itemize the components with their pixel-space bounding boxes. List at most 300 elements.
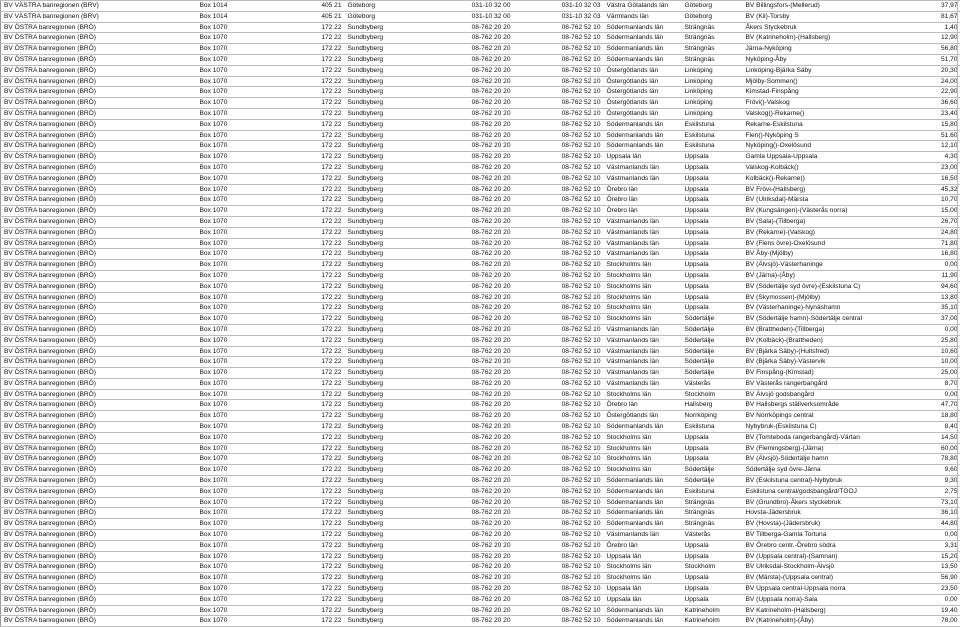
cell-office: Uppsala [682,281,743,292]
cell-city: Sundbyberg [345,616,413,627]
cell-office: Strängnäs [682,508,743,519]
cell-address: Box 1070 [197,130,287,141]
cell-section: BV Örebro centr.-Örebro södra [743,540,907,551]
cell-fax: 08-762 52 10 [514,76,604,87]
cell-office: Katrineholm [682,616,743,627]
cell-office: Södertälje [682,368,743,379]
cell-address: Box 1070 [197,389,287,400]
table-row [1,432,960,443]
cell-fax: 08-762 52 10 [514,227,604,238]
cell-fax: 031-10 32 03 [514,1,604,12]
cell-office: Uppsala [682,594,743,605]
cell-county: Västmanlands län [604,162,682,173]
table-row [1,162,960,173]
table-row [1,454,960,465]
cell-postcode: 172 22 [287,22,345,33]
cell-fax: 031-10 32 03 [514,11,604,22]
cell-section: BV (Älvsjö)-Södertälje hamn [743,454,907,465]
cell-city: Sundbyberg [345,368,413,379]
cell-value: 12,10 [907,141,960,152]
cell-region: BV ÖSTRA banregionen (BRÖ) [1,573,197,584]
cell-phone: 08-762 20 20 [413,22,514,33]
cell-office: Uppsala [682,152,743,163]
cell-office: Uppsala [682,260,743,271]
cell-office: Uppsala [682,551,743,562]
cell-city: Göteborg [345,1,413,12]
cell-value: 0,00 [907,594,960,605]
cell-city: Sundbyberg [345,314,413,325]
cell-city: Sundbyberg [345,173,413,184]
cell-phone: 08-762 20 20 [413,108,514,119]
cell-county: Östergötlands län [604,411,682,422]
cell-address: Box 1070 [197,454,287,465]
table-row [1,1,960,12]
cell-city: Sundbyberg [345,357,413,368]
cell-section: BV Katrineholm-(Hallsberg) [743,605,907,616]
cell-value: 16,80 [907,249,960,260]
cell-fax: 08-762 52 10 [514,605,604,616]
cell-phone: 08-762 20 20 [413,292,514,303]
cell-postcode: 172 22 [287,130,345,141]
cell-city: Sundbyberg [345,454,413,465]
cell-postcode: 172 22 [287,238,345,249]
cell-phone: 08-762 20 20 [413,44,514,55]
cell-address: Box 1070 [197,152,287,163]
cell-office: Västerås [682,530,743,541]
cell-office: Södertälje [682,314,743,325]
cell-phone: 08-762 20 20 [413,65,514,76]
cell-office: Linköping [682,108,743,119]
cell-region: BV ÖSTRA banregionen (BRÖ) [1,162,197,173]
cell-county: Västmanlands län [604,378,682,389]
cell-office: Norrköping [682,411,743,422]
cell-county: Södermanlands län [604,54,682,65]
cell-section: BV Uppsala central-Uppsala norra [743,584,907,595]
cell-postcode: 172 22 [287,378,345,389]
cell-phone: 08-762 20 20 [413,141,514,152]
cell-phone: 08-762 20 20 [413,584,514,595]
cell-address: Box 1070 [197,195,287,206]
cell-fax: 08-762 52 10 [514,465,604,476]
cell-region: BV ÖSTRA banregionen (BRÖ) [1,562,197,573]
cell-value: 15,00 [907,206,960,217]
cell-fax: 08-762 52 10 [514,530,604,541]
table-row [1,584,960,595]
cell-county: Östergötlands län [604,98,682,109]
cell-phone: 08-762 20 20 [413,33,514,44]
cell-office: Strängnäs [682,44,743,55]
cell-postcode: 172 22 [287,173,345,184]
cell-section: BV Norrköpings central [743,411,907,422]
cell-phone: 08-762 20 20 [413,324,514,335]
cell-phone: 08-762 20 20 [413,270,514,281]
cell-fax: 08-762 52 10 [514,249,604,260]
cell-county: Södermanlands län [604,476,682,487]
cell-address: Box 1070 [197,227,287,238]
cell-section: BV (Katrineholm)-(Hallsberg) [743,33,907,44]
cell-section: BV (Kungsängen)-(Västerås norra) [743,206,907,217]
table-row [1,486,960,497]
cell-phone: 08-762 20 20 [413,443,514,454]
cell-region: BV ÖSTRA banregionen (BRÖ) [1,443,197,454]
cell-fax: 08-762 52 10 [514,368,604,379]
cell-region: BV VÄSTRA banregionen (BRV) [1,1,197,12]
cell-office: Uppsala [682,238,743,249]
cell-postcode: 172 22 [287,346,345,357]
cell-phone: 08-762 20 20 [413,573,514,584]
table-row [1,238,960,249]
cell-county: Västmanlands län [604,173,682,184]
table-row [1,443,960,454]
cell-city: Sundbyberg [345,324,413,335]
cell-value: 2,75 [907,486,960,497]
cell-phone: 08-762 20 20 [413,76,514,87]
cell-office: Södertälje [682,476,743,487]
cell-section: Flen()-Nyköping S [743,130,907,141]
cell-city: Sundbyberg [345,44,413,55]
cell-region: BV ÖSTRA banregionen (BRÖ) [1,422,197,433]
cell-region: BV ÖSTRA banregionen (BRÖ) [1,249,197,260]
cell-value: 78,00 [907,616,960,627]
cell-phone: 08-762 20 20 [413,119,514,130]
cell-fax: 08-762 52 10 [514,303,604,314]
cell-fax: 08-762 52 10 [514,400,604,411]
cell-fax: 08-762 52 10 [514,497,604,508]
cell-region: BV VÄSTRA banregionen (BRV) [1,11,197,22]
cell-office: Eskilstuna [682,422,743,433]
cell-county: Örebro län [604,184,682,195]
cell-fax: 08-762 52 10 [514,270,604,281]
cell-fax: 08-762 52 10 [514,22,604,33]
cell-postcode: 172 22 [287,33,345,44]
cell-phone: 08-762 20 20 [413,486,514,497]
cell-section: Valskog()-Rekarne() [743,108,907,119]
cell-region: BV ÖSTRA banregionen (BRÖ) [1,206,197,217]
cell-section: BV (Sala)-(Tillberga) [743,216,907,227]
cell-address: Box 1070 [197,324,287,335]
cell-postcode: 172 22 [287,411,345,422]
cell-office: Eskilstuna [682,130,743,141]
cell-postcode: 172 22 [287,454,345,465]
table-row [1,335,960,346]
cell-phone: 08-762 20 20 [413,87,514,98]
cell-county: Stockholms län [604,454,682,465]
cell-value: 9,60 [907,465,960,476]
cell-address: Box 1070 [197,184,287,195]
cell-county: Södermanlands län [604,486,682,497]
cell-address: Box 1070 [197,292,287,303]
table-row [1,357,960,368]
cell-city: Sundbyberg [345,130,413,141]
cell-section: BV Tillberga-Gamla Tortuna [743,530,907,541]
cell-value: 10,00 [907,357,960,368]
cell-address: Box 1070 [197,141,287,152]
table-row [1,87,960,98]
cell-postcode: 172 22 [287,530,345,541]
cell-county: Västmanlands län [604,227,682,238]
cell-value: 8,70 [907,378,960,389]
cell-region: BV ÖSTRA banregionen (BRÖ) [1,54,197,65]
cell-region: BV ÖSTRA banregionen (BRÖ) [1,400,197,411]
cell-fax: 08-762 52 10 [514,594,604,605]
cell-office: Södertälje [682,465,743,476]
cell-office: Strängnäs [682,519,743,530]
cell-phone: 08-762 20 20 [413,54,514,65]
cell-value: 19,40 [907,605,960,616]
table-row [1,22,960,33]
cell-section: BV (Bjärka Säby)-Västervik [743,357,907,368]
cell-address: Box 1070 [197,368,287,379]
cell-office: Västerås [682,378,743,389]
cell-office: Katrineholm [682,605,743,616]
cell-postcode: 172 22 [287,519,345,530]
cell-section: Rekarne-Eskilstuna [743,119,907,130]
cell-address: Box 1070 [197,530,287,541]
cell-region: BV ÖSTRA banregionen (BRÖ) [1,335,197,346]
cell-office: Strängnäs [682,54,743,65]
cell-city: Sundbyberg [345,411,413,422]
table-row [1,616,960,627]
cell-city: Sundbyberg [345,540,413,551]
cell-region: BV ÖSTRA banregionen (BRÖ) [1,357,197,368]
cell-fax: 08-762 52 10 [514,443,604,454]
cell-postcode: 172 22 [287,141,345,152]
cell-fax: 08-762 52 10 [514,486,604,497]
cell-phone: 08-762 20 20 [413,314,514,325]
cell-county: Stockholms län [604,465,682,476]
cell-county: Stockholms län [604,303,682,314]
cell-address: Box 1070 [197,605,287,616]
cell-city: Sundbyberg [345,108,413,119]
cell-address: Box 1070 [197,314,287,325]
cell-postcode: 172 22 [287,443,345,454]
cell-fax: 08-762 52 10 [514,357,604,368]
cell-section: BV (Rekarne)-(Valskog) [743,227,907,238]
cell-city: Sundbyberg [345,195,413,206]
cell-office: Linköping [682,76,743,87]
cell-section: BV Finspång-(Kimstad) [743,368,907,379]
cell-phone: 08-762 20 20 [413,497,514,508]
cell-region: BV ÖSTRA banregionen (BRÖ) [1,454,197,465]
cell-value: 60,00 [907,443,960,454]
cell-value: 0,00 [907,530,960,541]
cell-city: Sundbyberg [345,584,413,595]
cell-address: Box 1070 [197,616,287,627]
cell-phone: 08-762 20 20 [413,400,514,411]
cell-region: BV ÖSTRA banregionen (BRÖ) [1,508,197,519]
cell-fax: 08-762 52 10 [514,65,604,76]
cell-region: BV ÖSTRA banregionen (BRÖ) [1,519,197,530]
cell-county: Södermanlands län [604,141,682,152]
cell-city: Sundbyberg [345,76,413,87]
cell-postcode: 172 22 [287,540,345,551]
cell-value: 8,40 [907,422,960,433]
cell-section: Nyköping()-Oxelösund [743,141,907,152]
cell-section: Mjölby-Sommen() [743,76,907,87]
table-row [1,119,960,130]
cell-city: Sundbyberg [345,206,413,217]
cell-region: BV ÖSTRA banregionen (BRÖ) [1,389,197,400]
table-row [1,216,960,227]
cell-section: BV (Ulriksdal)-Märsta [743,195,907,206]
cell-county: Västra Götalands län [604,1,682,12]
cell-county: Södermanlands län [604,605,682,616]
cell-office: Uppsala [682,184,743,195]
cell-section: BV (Älvsjö)-Västerhaninge [743,260,907,271]
cell-city: Sundbyberg [345,465,413,476]
cell-office: Uppsala [682,206,743,217]
cell-fax: 08-762 52 10 [514,184,604,195]
cell-county: Södermanlands län [604,497,682,508]
cell-address: Box 1070 [197,411,287,422]
cell-value: 56,90 [907,573,960,584]
cell-county: Västmanlands län [604,346,682,357]
cell-value: 36,60 [907,98,960,109]
cell-address: Box 1070 [197,260,287,271]
cell-city: Sundbyberg [345,98,413,109]
cell-city: Sundbyberg [345,54,413,65]
cell-section: BV (Västerhaninge)-Nynäshamn [743,303,907,314]
cell-address: Box 1070 [197,357,287,368]
cell-region: BV ÖSTRA banregionen (BRÖ) [1,173,197,184]
cell-region: BV ÖSTRA banregionen (BRÖ) [1,530,197,541]
cell-region: BV ÖSTRA banregionen (BRÖ) [1,616,197,627]
cell-phone: 08-762 20 20 [413,130,514,141]
cell-section: BV Billingsfors-(Mellerud) [743,1,907,12]
cell-phone: 08-762 20 20 [413,562,514,573]
cell-county: Östergötlands län [604,108,682,119]
cell-region: BV ÖSTRA banregionen (BRÖ) [1,44,197,55]
cell-value: 3,31 [907,540,960,551]
cell-address: Box 1070 [197,22,287,33]
cell-postcode: 172 22 [287,324,345,335]
cell-region: BV ÖSTRA banregionen (BRÖ) [1,33,197,44]
cell-section: Hovsta-Jädersbruk [743,508,907,519]
cell-fax: 08-762 52 10 [514,98,604,109]
cell-county: Uppsala län [604,584,682,595]
cell-office: Uppsala [682,573,743,584]
cell-address: Box 1070 [197,562,287,573]
cell-value: 4,30 [907,152,960,163]
cell-postcode: 172 22 [287,87,345,98]
cell-office: Uppsala [682,195,743,206]
table-row [1,540,960,551]
cell-phone: 08-762 20 20 [413,227,514,238]
cell-phone: 08-762 20 20 [413,216,514,227]
cell-phone: 08-762 20 20 [413,465,514,476]
cell-address: Box 1070 [197,216,287,227]
cell-phone: 08-762 20 20 [413,411,514,422]
cell-city: Sundbyberg [345,400,413,411]
cell-city: Sundbyberg [345,292,413,303]
cell-address: Box 1070 [197,443,287,454]
cell-fax: 08-762 52 10 [514,422,604,433]
cell-address: Box 1070 [197,108,287,119]
cell-region: BV ÖSTRA banregionen (BRÖ) [1,130,197,141]
cell-postcode: 172 22 [287,65,345,76]
cell-region: BV ÖSTRA banregionen (BRÖ) [1,260,197,271]
cell-address: Box 1070 [197,98,287,109]
cell-address: Box 1070 [197,206,287,217]
cell-city: Sundbyberg [345,238,413,249]
cell-region: BV ÖSTRA banregionen (BRÖ) [1,465,197,476]
table-row [1,400,960,411]
cell-region: BV ÖSTRA banregionen (BRÖ) [1,324,197,335]
cell-county: Södermanlands län [604,44,682,55]
cell-fax: 08-762 52 10 [514,152,604,163]
cell-address: Box 1070 [197,249,287,260]
cell-region: BV ÖSTRA banregionen (BRÖ) [1,184,197,195]
table-row [1,98,960,109]
table-row [1,173,960,184]
cell-address: Box 1070 [197,76,287,87]
cell-county: Södermanlands län [604,119,682,130]
cell-region: BV ÖSTRA banregionen (BRÖ) [1,65,197,76]
cell-region: BV ÖSTRA banregionen (BRÖ) [1,152,197,163]
cell-office: Stockholm [682,389,743,400]
cell-address: Box 1070 [197,519,287,530]
cell-value: 56,80 [907,44,960,55]
table-row [1,497,960,508]
cell-section: BV (Katrineholm)-(Åby) [743,616,907,627]
cell-address: Box 1070 [197,594,287,605]
cell-city: Sundbyberg [345,573,413,584]
cell-value: 12,90 [907,33,960,44]
cell-address: Box 1070 [197,303,287,314]
cell-postcode: 172 22 [287,76,345,87]
cell-phone: 08-762 20 20 [413,281,514,292]
cell-value: 14,50 [907,432,960,443]
cell-phone: 08-762 20 20 [413,249,514,260]
cell-address: Box 1070 [197,33,287,44]
cell-city: Sundbyberg [345,152,413,163]
cell-value: 24,00 [907,76,960,87]
cell-postcode: 172 22 [287,508,345,519]
cell-office: Göteborg [682,1,743,12]
cell-value: 15,20 [907,551,960,562]
cell-value: 23,00 [907,162,960,173]
cell-fax: 08-762 52 10 [514,454,604,465]
cell-county: Södermanlands län [604,519,682,530]
cell-office: Eskilstuna [682,141,743,152]
cell-address: Box 1070 [197,400,287,411]
cell-county: Uppsala län [604,551,682,562]
cell-region: BV ÖSTRA banregionen (BRÖ) [1,432,197,443]
table-row [1,195,960,206]
cell-postcode: 172 22 [287,465,345,476]
table-row [1,314,960,325]
cell-city: Sundbyberg [345,22,413,33]
cell-section: BV (Järna)-(Åby) [743,270,907,281]
cell-office: Strängnäs [682,22,743,33]
cell-county: Stockholms län [604,389,682,400]
cell-phone: 08-762 20 20 [413,605,514,616]
cell-fax: 08-762 52 10 [514,119,604,130]
cell-phone: 08-762 20 20 [413,519,514,530]
cell-address: Box 1070 [197,87,287,98]
cell-postcode: 172 22 [287,119,345,130]
cell-county: Örebro län [604,195,682,206]
cell-office: Linköping [682,98,743,109]
cell-region: BV ÖSTRA banregionen (BRÖ) [1,22,197,33]
cell-postcode: 172 22 [287,400,345,411]
cell-city: Sundbyberg [345,162,413,173]
cell-region: BV ÖSTRA banregionen (BRÖ) [1,216,197,227]
cell-section: BV (Uppsala norra)-Sala [743,594,907,605]
cell-postcode: 172 22 [287,422,345,433]
cell-region: BV ÖSTRA banregionen (BRÖ) [1,411,197,422]
table-row [1,206,960,217]
